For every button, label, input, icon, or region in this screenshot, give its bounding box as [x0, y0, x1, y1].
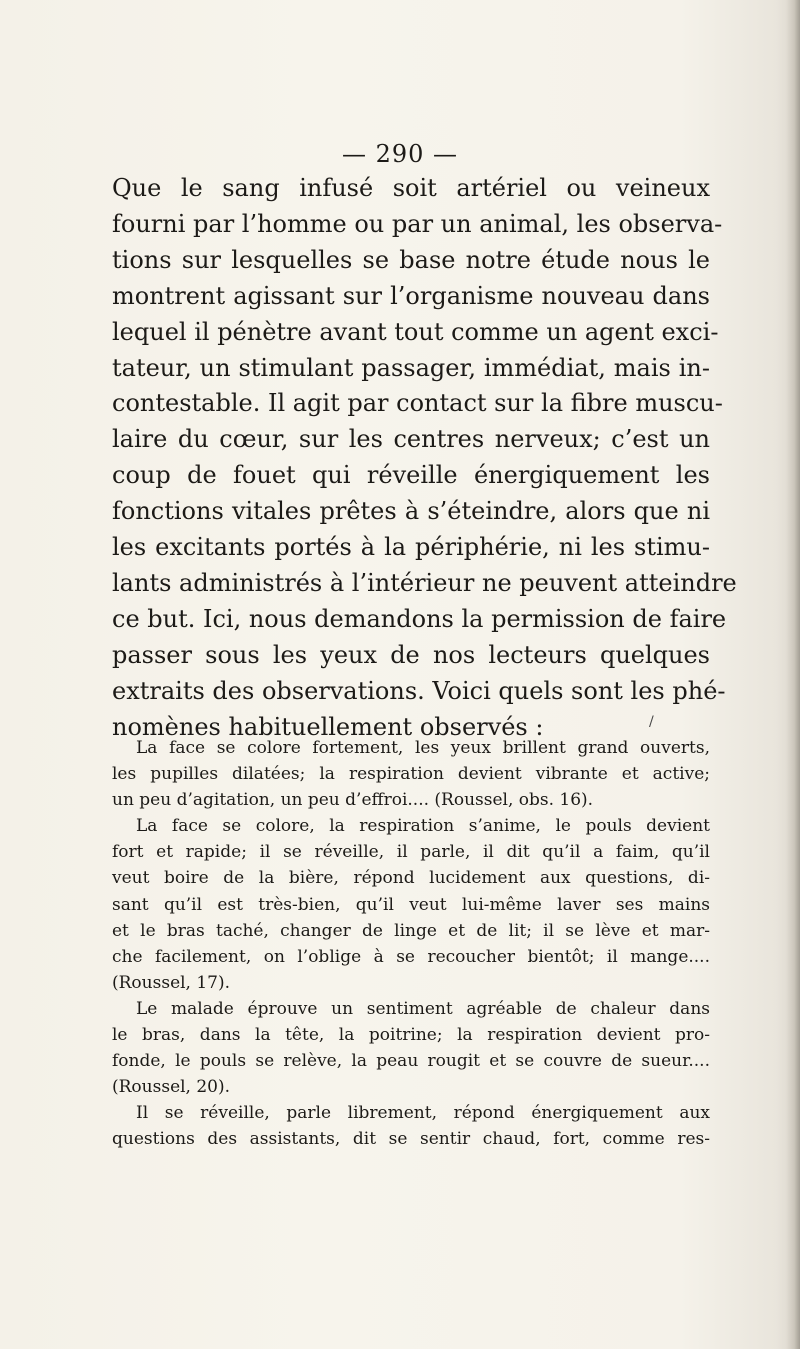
quote-line: sant qu’il est très-bien, qu’il veut lui-même laver ses mains — [112, 894, 710, 915]
text-line: laire du cœur, sur les centres nerveux; c’est un — [112, 425, 710, 454]
text-line: les excitants portés à la périphérie, ni les stimu- — [112, 533, 710, 562]
quote-line: veut boire de la bière, répond lucidement aux questions, di- — [112, 868, 710, 889]
text-line: ce but. Ici, nous demandons la permission de faire — [112, 604, 727, 633]
quote-line: le bras, dans la tête, la poitrine; la respiration devient pro- — [112, 1025, 710, 1046]
text-line: extraits des observations. Voici quels sont les phé- — [112, 676, 726, 705]
page-edge-shadow — [786, 0, 800, 1349]
quote-line: fort et rapide; il se réveille, il parle, il dit qu’il a faim, qu’il — [112, 842, 710, 863]
quote-line: questions des assistants, dit se sentir chaud, fort, comme res- — [112, 1129, 710, 1150]
main-paragraph — [112, 171, 737, 746]
text-line: passer sous les yeux de nos lecteurs quelques — [112, 640, 710, 669]
text-line: fourni par l’homme ou par un animal, les observa- — [112, 209, 723, 238]
observation-quotes — [112, 735, 710, 1153]
text-line: Que le sang infusé soit artériel ou veineux — [112, 174, 710, 202]
text-line: montrent agissant sur l’organisme nouveau dans — [112, 281, 710, 310]
quote-line: Le malade éprouve un sentiment agréable de chaleur dans — [136, 998, 710, 1019]
quote-line: La face se colore fortement, les yeux brillent grand ouverts, — [136, 738, 710, 758]
text-line: contestable. Il agit par contact sur la fibre muscu- — [112, 389, 723, 418]
quote-line: les pupilles dilatées; la respiration devient vibrante et active; — [112, 764, 710, 785]
quote-line: (Roussel, 20). — [112, 1077, 231, 1098]
text-line: tateur, un stimulant passager, immédiat, mais in- — [112, 353, 710, 382]
text-line: lants administrés à l’intérieur ne peuvent atteindre — [112, 568, 737, 597]
accent-mark: / — [649, 714, 654, 730]
quote-line: (Roussel, 17). — [112, 972, 231, 993]
text-line: coup de fouet qui réveille énergiquement les — [112, 461, 710, 490]
quote-line: fonde, le pouls se relève, la peau rougit et se couvre de sueur.... — [112, 1051, 710, 1072]
text-line: lequel il pénètre avant tout comme un agent exci- — [112, 317, 719, 346]
text-line: fonctions vitales prêtes à s’éteindre, alors que ni — [112, 497, 710, 526]
quote-line: et le bras taché, changer de linge et de lit; il se lève et mar- — [112, 920, 710, 941]
quote-line: un peu d’agitation, un peu d’effroi.... (Roussel, obs. 16). — [112, 790, 594, 811]
text-line: tions sur lesquelles se base notre étude nous le — [112, 245, 710, 274]
page-number: — 290 — — [341, 140, 459, 168]
quote-line: che facilement, on l’oblige à se recoucher bientôt; il mange.... — [112, 946, 710, 967]
quote-line: Il se réveille, parle librement, répond énergiquement aux — [136, 1103, 710, 1124]
quote-line: La face se colore, la respiration s’anime, le pouls devient — [136, 816, 710, 837]
text-line: nomènes habituellement observés : — [112, 712, 544, 741]
